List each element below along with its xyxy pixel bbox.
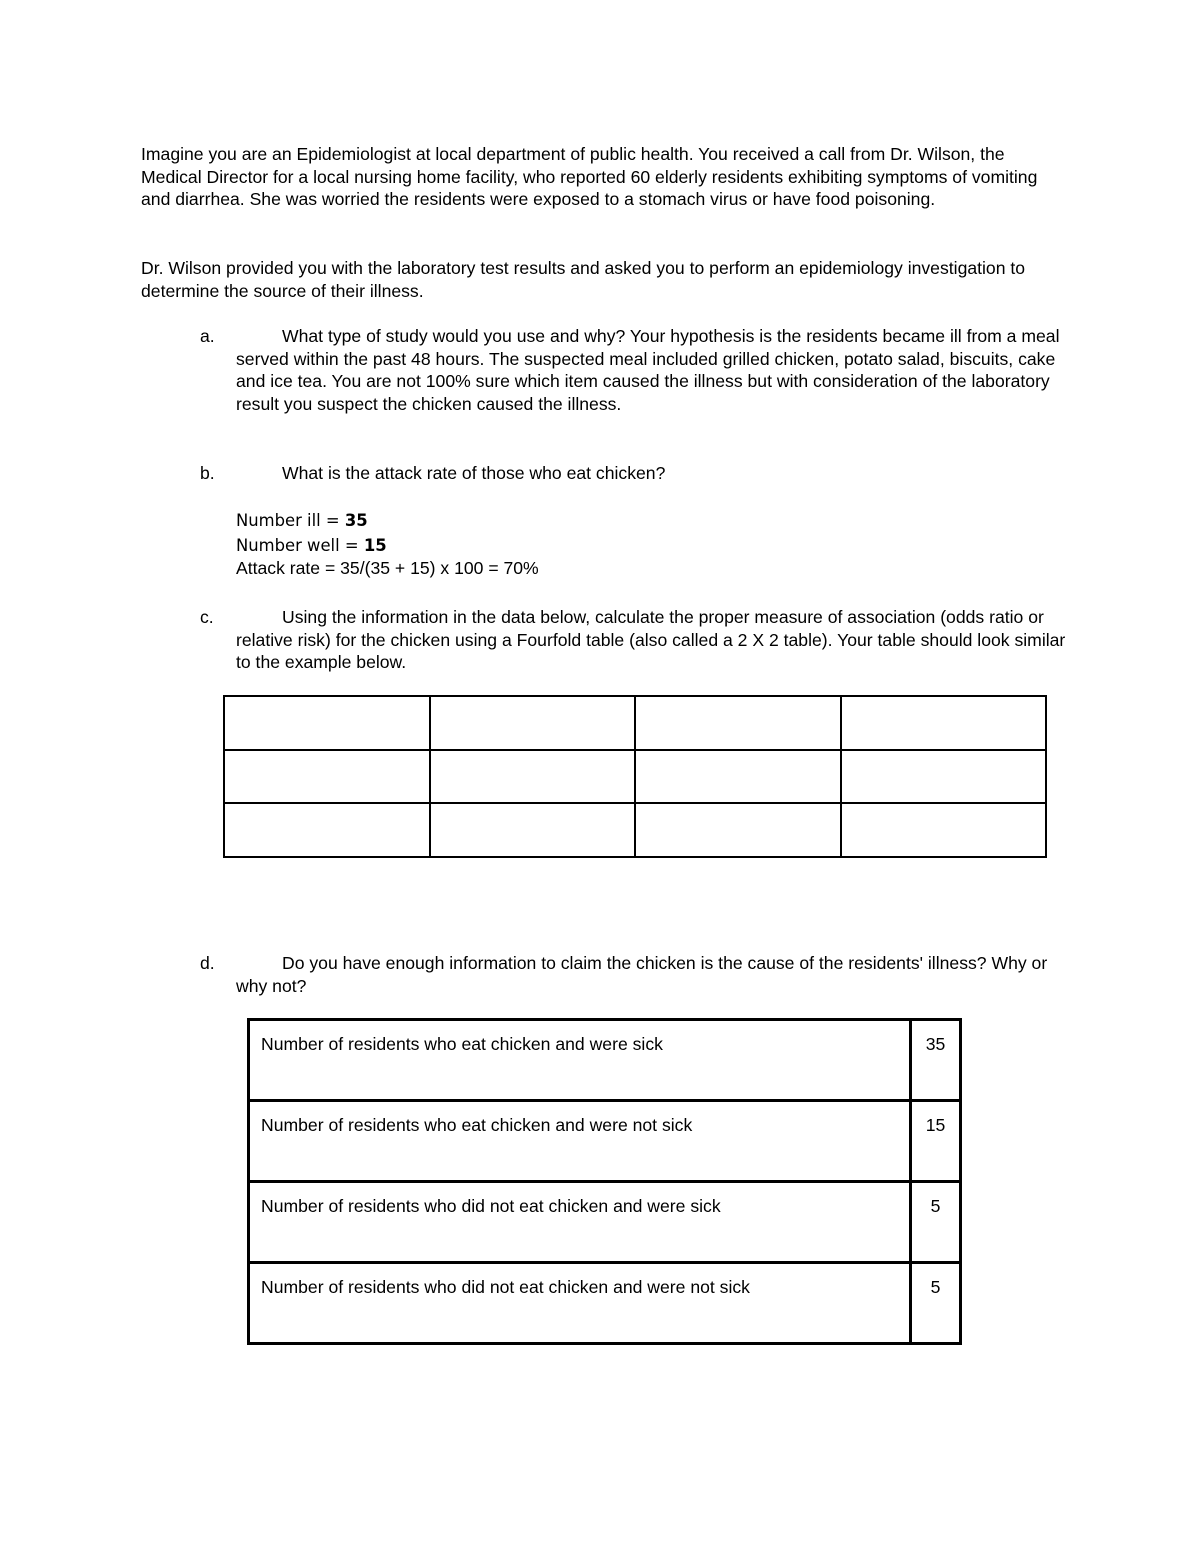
row-value: 5 bbox=[911, 1263, 961, 1344]
question-c bbox=[200, 606, 1080, 674]
table-row bbox=[249, 1182, 961, 1263]
table-cell bbox=[635, 696, 841, 750]
row-label: Number of residents who eat chicken and were not sick bbox=[249, 1101, 911, 1182]
question-text: What is the attack rate of those who eat chicken? bbox=[282, 463, 666, 483]
table-cell bbox=[224, 803, 430, 857]
row-label: Number of residents who did not eat chicken and were not sick bbox=[249, 1263, 911, 1344]
table-cell bbox=[224, 750, 430, 804]
table-cell bbox=[430, 696, 636, 750]
table-cell bbox=[841, 696, 1047, 750]
table-cell bbox=[224, 696, 430, 750]
table-row bbox=[224, 803, 1046, 857]
question-label: b. bbox=[200, 463, 215, 483]
number-well-line bbox=[236, 533, 539, 558]
attack-rate-formula: Attack rate = 35/(35 + 15) x 100 = 70% bbox=[236, 558, 539, 578]
table-cell bbox=[841, 803, 1047, 857]
question-d bbox=[200, 952, 1080, 997]
number-well-label: Number well = bbox=[236, 536, 364, 555]
table-row bbox=[224, 750, 1046, 804]
intro-paragraph-2: Dr. Wilson provided you with the laboratory test results and asked you to perform an epidemiology investigation to determine the source of their illness. bbox=[141, 258, 1026, 301]
row-value: 35 bbox=[911, 1020, 961, 1101]
question-text: What type of study would you use and why? Your hypothesis is the residents became ill from a meal served within the past 48 hours. The suspected meal included grilled chicken, potato salad, biscuits, cake and ice tea. You are not 100% sure which item caused the illness but with consideration of the laboratory result you suspect the chicken caused the illness. bbox=[236, 326, 1060, 414]
table-row bbox=[249, 1263, 961, 1344]
table-row bbox=[249, 1101, 961, 1182]
question-a bbox=[200, 325, 1080, 415]
question-text: Using the information in the data below, calculate the proper measure of association (odds ratio or relative risk) for the chicken using a Fourfold table (also called a 2 X 2 table). Your table should look similar to the example below. bbox=[236, 607, 1066, 673]
number-well-value: 15 bbox=[363, 536, 387, 555]
question-text: Do you have enough information to claim the chicken is the cause of the residents' illness? Why or why not? bbox=[236, 953, 1048, 996]
question-label: c. bbox=[200, 607, 214, 627]
table-row bbox=[224, 696, 1046, 750]
chicken-data-table bbox=[247, 1018, 962, 1345]
table-cell bbox=[635, 750, 841, 804]
intro-paragraph-1: Imagine you are an Epidemiologist at local department of public health. You received a call from Dr. Wilson, the Medical Director for a local nursing home facility, who reported 60 elderly residents exhibiting symptoms of vomiting and diarrhea. She was worried the residents were exposed to a stomach virus or have food poisoning. bbox=[141, 144, 1038, 210]
question-label: d. bbox=[200, 953, 215, 973]
number-ill-value: 35 bbox=[344, 511, 368, 530]
table-cell bbox=[841, 750, 1047, 804]
table-cell bbox=[430, 750, 636, 804]
row-label: Number of residents who eat chicken and were sick bbox=[249, 1020, 911, 1101]
row-label: Number of residents who did not eat chicken and were sick bbox=[249, 1182, 911, 1263]
attack-rate-calculation bbox=[236, 508, 539, 581]
question-b bbox=[200, 462, 1080, 485]
number-ill-label: Number ill = bbox=[236, 511, 345, 530]
table-cell bbox=[635, 803, 841, 857]
number-ill-line bbox=[236, 508, 539, 533]
row-value: 5 bbox=[911, 1182, 961, 1263]
fourfold-table-example bbox=[223, 695, 1047, 858]
question-label: a. bbox=[200, 326, 215, 346]
table-cell bbox=[430, 803, 636, 857]
table-row bbox=[249, 1020, 961, 1101]
row-value: 15 bbox=[911, 1101, 961, 1182]
